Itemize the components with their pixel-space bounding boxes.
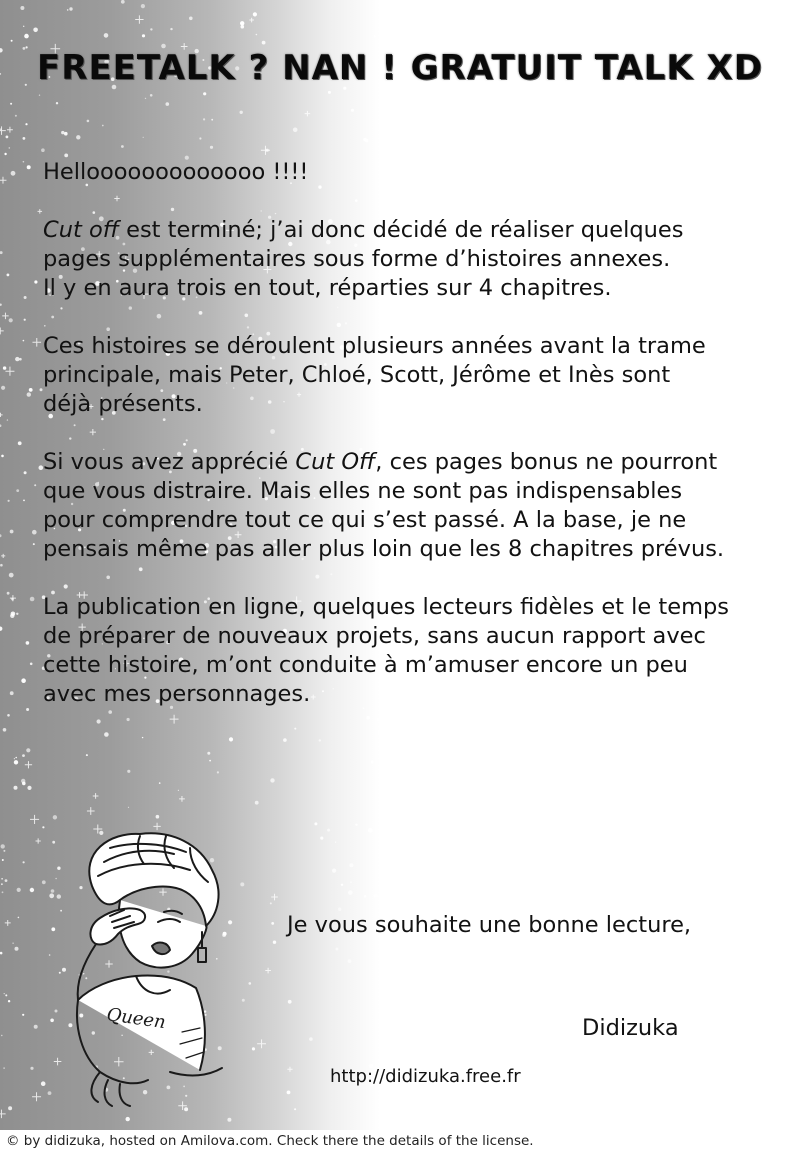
sparkle-dot	[23, 26, 24, 27]
sparkle-dot	[121, 0, 125, 4]
paragraph-1-text: est terminé; j’ai donc décidé de réaliser quelques pages supplémentaires sous forme d’histoires annexes. Il y en aura trois en tout, réparties sur 4 chapitres.	[43, 217, 684, 301]
sparkle-dot	[203, 118, 205, 120]
sparkle-dot	[23, 137, 26, 140]
sparkle-dot	[207, 752, 210, 755]
sparkle-star	[38, 209, 43, 214]
sparkle-dot	[249, 982, 252, 985]
sparkle-dot	[26, 641, 30, 645]
sparkle-dot	[270, 778, 274, 782]
sparkle-dot	[371, 761, 374, 764]
sparkle-dot	[23, 500, 25, 502]
sparkle-dot	[145, 98, 146, 99]
sparkle-dot	[39, 95, 40, 96]
sparkle-dot	[210, 146, 213, 149]
sparkle-star	[2, 313, 8, 319]
sparkle-dot	[27, 392, 31, 396]
sparkle-dot	[7, 714, 10, 717]
sparkle-star	[0, 1110, 6, 1118]
sparkle-dot	[0, 534, 2, 537]
sparkle-dot	[32, 530, 37, 535]
sparkle-star	[265, 968, 271, 974]
sparkle-dot	[27, 165, 31, 169]
sparkle-dot	[10, 691, 14, 695]
sparkle-dot	[0, 952, 2, 955]
author-website-url: http://didizuka.free.fr	[330, 1066, 521, 1087]
sparkle-star	[25, 761, 32, 768]
sparkle-dot	[61, 131, 64, 134]
sparkle-star	[287, 1067, 292, 1072]
sparkle-dot	[0, 304, 2, 306]
sparkle-dot	[29, 388, 33, 392]
sparkle-dot	[86, 754, 88, 756]
sparkle-dot	[24, 471, 27, 474]
sparkle-dot	[4, 993, 5, 994]
sparkle-dot	[121, 145, 124, 148]
sparkle-dot	[23, 861, 25, 863]
sparkle-dot	[64, 154, 68, 158]
sparkle-dot	[240, 882, 244, 886]
sparkle-dot	[30, 888, 34, 892]
sparkle-star	[0, 126, 6, 135]
sparkle-dot	[30, 597, 35, 602]
sparkle-dot	[335, 842, 336, 843]
sparkle-star	[5, 367, 14, 376]
paragraph-2: Ces histoires se déroulent plusieurs années avant la trame principale, mais Peter, Chloé, Scott, Jérôme et Inès sont déjà présents.	[43, 333, 706, 417]
sparkle-dot	[170, 28, 172, 30]
sparkle-dot	[0, 627, 2, 631]
sparkle-dot	[24, 319, 26, 321]
sparkle-dot	[319, 739, 321, 741]
sparkle-dot	[34, 280, 37, 283]
sparkle-dot	[227, 1118, 231, 1122]
author-signature: Didizuka	[582, 1015, 679, 1041]
sparkle-dot	[349, 863, 353, 867]
sparkle-dot	[189, 17, 193, 21]
sparkle-star	[30, 815, 39, 824]
sparkle-dot	[332, 869, 336, 873]
sparkle-dot	[10, 103, 12, 105]
sparkle-dot	[348, 959, 352, 963]
sparkle-dot	[1, 844, 5, 848]
sparkle-dot	[262, 41, 266, 45]
sparkle-dot	[143, 137, 144, 138]
sparkle-dot	[166, 102, 170, 106]
sparkle-dot	[199, 137, 201, 139]
sparkle-dot	[270, 902, 272, 904]
sparkle-dot	[327, 829, 330, 832]
sparkle-dot	[8, 1000, 10, 1002]
sparkle-dot	[288, 1000, 292, 1004]
sparkle-dot	[141, 4, 145, 8]
sparkle-dot	[18, 917, 20, 919]
copyright-footer: © by didizuka, hosted on Amilova.com. Check there the details of the license.	[6, 1133, 534, 1149]
sparkle-dot	[87, 120, 90, 123]
sparkle-dot	[341, 884, 343, 886]
sparkle-star	[87, 807, 95, 815]
sparkle-dot	[374, 35, 377, 38]
closing-line: Je vous souhaite une bonne lecture,	[287, 912, 692, 938]
sparkle-dot	[1, 386, 5, 390]
sparkle-dot	[256, 34, 258, 36]
sparkle-dot	[203, 92, 206, 95]
sparkle-dot	[102, 125, 104, 127]
sparkle-dot	[21, 678, 26, 683]
sparkle-dot	[0, 564, 3, 567]
sparkle-dot	[1, 878, 3, 880]
sparkle-dot	[211, 119, 213, 121]
title-reference: Cut Off	[295, 449, 376, 475]
sparkle-star	[257, 1039, 266, 1048]
sparkle-star	[32, 338, 41, 347]
sparkle-dot	[14, 760, 18, 764]
paragraph-1	[43, 216, 793, 303]
freetalk-body	[43, 158, 793, 738]
sparkle-dot	[41, 148, 45, 152]
sparkle-dot	[11, 40, 13, 42]
sparkle-dot	[293, 128, 298, 133]
sparkle-dot	[294, 1108, 296, 1110]
sparkle-dot	[363, 138, 367, 142]
sparkle-star	[135, 15, 143, 23]
sparkle-dot	[5, 879, 8, 882]
sparkle-dot	[8, 500, 10, 502]
page-title: FREETALK ? NAN ! GRATUIT TALK XD	[37, 48, 763, 88]
sparkle-dot	[69, 7, 72, 10]
greeting: Hellooooooooooooo !!!!	[43, 159, 309, 185]
sparkle-star	[249, 18, 254, 23]
sparkle-dot	[24, 296, 27, 299]
sparkle-dot	[273, 941, 276, 944]
sparkle-dot	[126, 1117, 130, 1121]
sparkle-dot	[26, 748, 30, 752]
sparkle-dot	[1, 455, 4, 458]
sparkle-dot	[17, 888, 21, 892]
sparkle-dot	[3, 366, 6, 369]
sparkle-dot	[338, 908, 341, 911]
sparkle-dot	[128, 807, 129, 808]
sparkle-dot	[9, 147, 11, 149]
sparkle-dot	[34, 484, 36, 486]
paragraph-3	[43, 448, 793, 564]
sparkle-dot	[7, 274, 10, 277]
sparkle-dot	[22, 754, 25, 757]
sparkle-dot	[178, 790, 179, 791]
chibi-character-illustration	[40, 822, 230, 1112]
sparkle-dot	[3, 1067, 4, 1068]
paragraph-4: La publication en ligne, quelques lecteurs fidèles et le temps de préparer de nouveaux projets, sans aucun rapport avec cette histoire, m’ont conduite à m’amuser encore un peu avec mes personnages.	[43, 594, 729, 707]
sparkle-dot	[240, 111, 243, 114]
sparkle-dot	[18, 441, 22, 445]
sparkle-dot	[30, 1067, 33, 1070]
sparkle-dot	[150, 94, 153, 97]
sparkle-star	[5, 920, 11, 926]
sparkle-dot	[271, 922, 274, 925]
sparkle-dot	[374, 894, 378, 898]
sparkle-dot	[8, 1106, 12, 1110]
sparkle-star	[7, 127, 13, 133]
sparkle-star	[10, 595, 16, 601]
sparkle-dot	[350, 882, 351, 883]
sparkle-dot	[255, 801, 259, 805]
shirt-lettering: Queen	[105, 1004, 167, 1034]
sparkle-dot	[22, 1014, 24, 1016]
sparkle-dot	[309, 1037, 313, 1041]
sparkle-dot	[348, 890, 353, 895]
sparkle-dot	[67, 9, 69, 11]
sparkle-dot	[15, 115, 17, 117]
sparkle-dot	[320, 837, 323, 840]
sparkle-dot	[0, 424, 1, 427]
sparkle-dot	[355, 824, 357, 826]
sparkle-dot	[142, 34, 145, 37]
sparkle-dot	[22, 782, 26, 786]
sparkle-dot	[12, 943, 13, 944]
sparkle-star	[261, 146, 270, 155]
sparkle-dot	[24, 34, 29, 39]
sparkle-dot	[15, 357, 19, 361]
sparkle-dot	[3, 728, 7, 732]
sparkle-dot	[4, 153, 6, 155]
sparkle-dot	[127, 770, 130, 773]
sparkle-dot	[5, 994, 7, 996]
paragraph-3-end: , ces pages bonus ne pourront que vous distraire. Mais elles ne sont pas indispensables pour comprendre tout ce qui s’est passé. A la base, je ne pensais même pas aller plus loin que les 8 chapitres prévus.	[43, 449, 725, 562]
sparkle-dot	[33, 543, 35, 545]
sparkle-dot	[12, 613, 14, 615]
sparkle-dot	[209, 760, 211, 762]
sparkle-star	[271, 894, 278, 901]
sparkle-dot	[241, 25, 245, 29]
sparkle-dot	[6, 136, 9, 139]
sparkle-dot	[351, 109, 354, 112]
sparkle-dot	[9, 318, 13, 322]
sparkle-dot	[3, 850, 5, 852]
sparkle-dot	[328, 91, 331, 94]
sparkle-dot	[56, 102, 58, 104]
sparkle-dot	[16, 613, 18, 615]
sparkle-dot	[381, 1089, 386, 1094]
sparkle-dot	[34, 1025, 38, 1029]
sparkle-dot	[2, 891, 4, 893]
sparkle-dot	[242, 999, 245, 1002]
sparkle-star	[0, 177, 6, 184]
sparkle-dot	[1, 883, 3, 885]
sparkle-dot	[23, 340, 25, 342]
sparkle-dot	[25, 123, 27, 125]
sparkle-dot	[364, 895, 367, 898]
sparkle-dot	[76, 135, 80, 139]
sparkle-dot	[27, 786, 31, 790]
sparkle-dot	[15, 947, 19, 951]
sparkle-dot	[7, 592, 10, 595]
title-reference: Cut off	[43, 217, 119, 243]
sparkle-dot	[33, 28, 38, 33]
sparkle-star	[93, 793, 99, 799]
sparkle-dot	[16, 489, 19, 492]
sparkle-dot	[9, 573, 14, 578]
sparkle-dot	[10, 530, 14, 534]
sparkle-dot	[156, 815, 160, 819]
sparkle-dot	[314, 822, 317, 825]
sparkle-dot	[150, 28, 152, 30]
sparkle-star	[0, 327, 4, 334]
sparkle-dot	[252, 1047, 255, 1050]
sparkle-dot	[240, 21, 244, 25]
sparkle-dot	[335, 948, 338, 951]
sparkle-dot	[30, 663, 33, 666]
sparkle-dot	[11, 171, 16, 176]
sparkle-dot	[7, 419, 8, 420]
sparkle-dot	[287, 1091, 291, 1095]
sparkle-dot	[26, 708, 29, 711]
sparkle-star	[305, 111, 311, 117]
sparkle-star	[179, 796, 185, 802]
sparkle-dot	[253, 12, 257, 16]
sparkle-dot	[53, 815, 57, 819]
sparkle-dot	[64, 132, 68, 136]
sparkle-dot	[15, 757, 17, 759]
sparkle-dot	[23, 161, 25, 163]
sparkle-dot	[2, 859, 4, 861]
sparkle-dot	[14, 786, 18, 790]
sparkle-dot	[368, 828, 373, 833]
sparkle-dot	[159, 782, 161, 784]
sparkle-dot	[1, 1035, 2, 1036]
sparkle-dot	[217, 771, 219, 773]
sparkle-dot	[283, 738, 287, 742]
sparkle-dot	[20, 6, 24, 10]
sparkle-star	[0, 413, 3, 417]
sparkle-dot	[0, 251, 3, 254]
paragraph-3-start: Si vous avez apprécié	[43, 449, 296, 475]
sparkle-dot	[14, 758, 15, 759]
sparkle-dot	[104, 33, 109, 38]
sparkle-star	[1, 554, 5, 558]
